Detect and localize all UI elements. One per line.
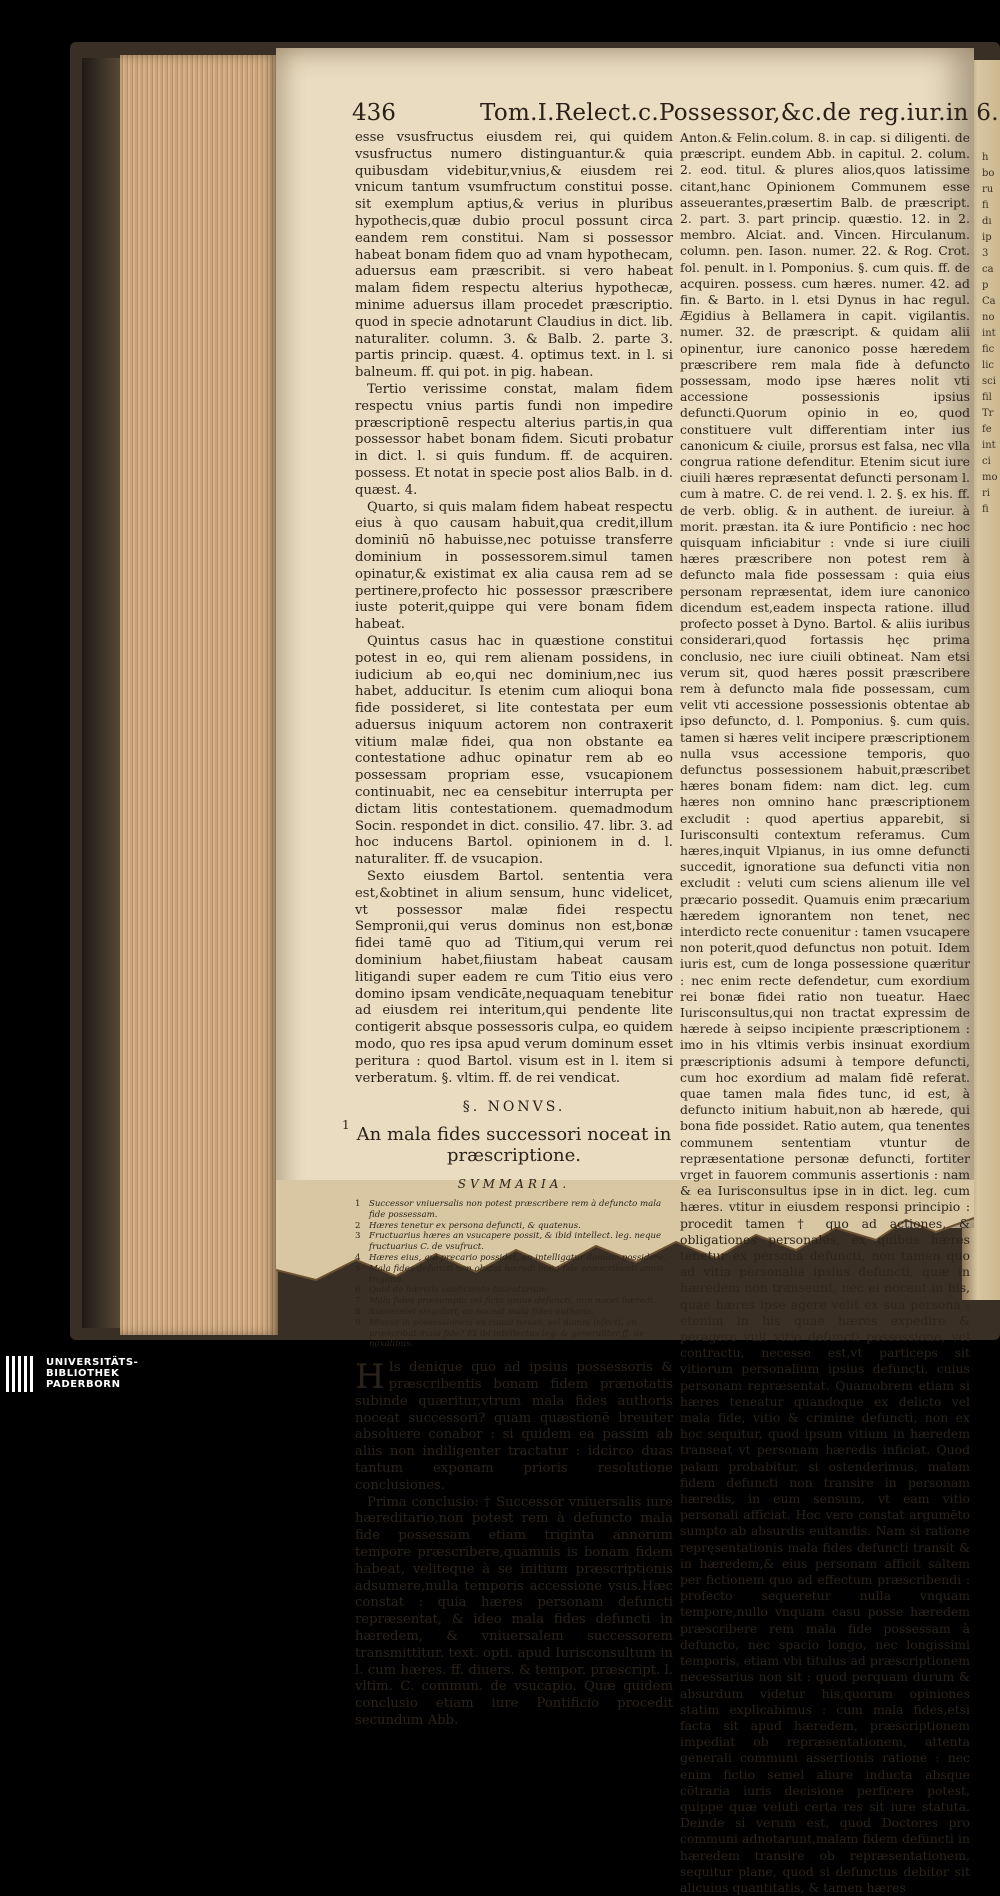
summary-number: 4 [355,1253,361,1263]
paragraph: Sexto eiusdem Bartol. sententia vera est,&obtinet in alium sensum, hunc videlicet, vt possessor malæ fidei respectu Sempronii,qui verus dominus non est,bonæ fidei tamē quo ad Titium,qui verum rei dominium habet,fiiustam habeat causam litigandi super eadem re cum Titio eius vero domino ipsam vendicāte,nequaquam tenebitur ad eiusdem rei interitum,qui pendente lite contigerit absque possessoris culpa, eo quidem modo, quo res ipsa apud verum dominum esset peritura : quod Bartol. visum est in l. item si verberatum. §. vltim. ff. de rei vendicat. [355,869,673,1086]
summary-item [355,1199,673,1221]
library-name [46,1357,138,1390]
paragraph: esse vsusfructus eiusdem rei, qui quidem vsusfructus numero distinguantur.& quia quibusdam videbitur,vnius,& eiusdem rei vnicum tantum vsumfructum constitui posse. sit exemplum aptius,& verius in pluribus hypothecis,quæ dubio procul possunt circa eandem rem constitui. Nam si possessor habeat bonam fidem quo ad vnam hypothecam, aduersus eam præscribit. si vero habeat malam fidem respectu alterius hypothecæ, minime aduersus illam procedet præscriptio. quod in specie adnotarunt Claudius in dict. lib. naturaliter. column. 3. & Balb. 2. parte 3. partis princip. quæst. 4. optimus text. in l. si balneum. ff. qui pot. in pig. habean. [355,130,673,381]
margin-fragment: lic [982,360,994,371]
margin-fragment: bo [982,168,995,179]
margin-fragment: 3 [982,248,989,259]
summary-number: 6 [355,1285,361,1296]
margin-fragment: fi [982,200,989,211]
barcode-logo-icon [6,1356,36,1392]
summary-item [355,1307,673,1318]
library-name-line: BIBLIOTHEK [46,1368,120,1379]
facing-page-margin-notes [982,150,1000,518]
page-number: 436 [352,100,396,126]
paragraph: Prima conclusio: † Successor vniuersalis iure hæreditario,non potest rem à defuncto mala fide possessam etiam triginta annorum tempore præscribere,quamuis is bonam fidem habeat, veliteque à se initium præscriptionis adsumere,nulla temporis accessione vsus.Hæc constat : quia hæres personam defuncti repræsentat, & ideo mala fides defuncti in hæredem, & vniuersalem successorem transmittitur. text. opti. apud Iurisconsultum in l. cum hæres. ff. diuers. & tempor. præscript. l. vltim. C. commun. de vsucapio. Quæ quidem conclusio etiam iure Pontificio procedit secundum Abb. [355,1494,673,1728]
summary-number: 9 [355,1317,361,1328]
summary-number: 3 [355,1231,361,1242]
summary-item [355,1285,673,1296]
summary-text: Mala fides præsumpta vel ficta ipsius defuncti, non nocet hæredi. [369,1296,656,1307]
margin-fragment: fi [982,504,989,515]
summary-number: 1 [355,1199,361,1210]
margin-number: 1 [342,1118,350,1132]
summary-number: 7 [355,1296,361,1307]
summary-item [355,1264,673,1286]
margin-fragment: mo [982,472,998,483]
summary-item [355,1231,673,1253]
summary-text: Missus in possessionem ex causa noxali, vel damni infecti, an præscribat mala fide? Et ibi intellectus leg. & generaliter ff. de noxalibus. [369,1317,645,1350]
summary-number: 2 [355,1220,361,1231]
library-logo [0,1350,260,1399]
margin-fragment: int [982,440,996,451]
paragraph: Tertio verissime constat, malam fidem respectu vnius partis fundi non impedire præscriptionē respectu alterius partis,in qua possessor habet bonam fidem. Sicuti probatur in dict. l. si quis fundum. ff. de acquiren. possess. Et notat in specie post alios Balb. in d. quæst. 4. [355,381,673,498]
margin-fragment: fil [982,392,992,403]
summary-text: Hæres tenetur ex persona defuncti, & quatenus. [369,1220,581,1231]
margin-fragment: dı [982,216,992,227]
margin-fragment: no [982,312,995,323]
paragraph: Quarto, si quis malam fidem habeat respectu eius à quo causam habuit,qua credit,illum dominiū nō habuisse,nec potuisse transferre dominium in possessorem.simul tamen opinatur,& existimat ex alia causa rem ad se pertinere,profecto hic possessor præscribere iuste poterit,quippe qui vere bonam fidem habeat. [355,499,673,633]
summaria-label: SVMMARIA. [457,1177,571,1192]
margin-fragment: Ca [982,296,996,307]
running-header [352,100,999,130]
library-name-line: UNIVERSITÄTS- [46,1357,139,1368]
summaria-list [355,1199,673,1350]
summary-number: 8 [355,1306,361,1317]
paragraph-text: Is denique quo ad ipsius possessoris & præscribentis bonam fidem prænotatis subinde quæritur,vtrum mala fides authoris noceat successori? quam quæstionē breuiter absoluere conabor : si quidem ea passim ab aliis non indiligenter tractatur : idcirco duas tantum exponam prioris resolutione conclusiones. [355,1360,673,1493]
margin-fragment: ip [982,232,992,243]
section-heading: An mala fides successori noceat in præscriptione. [356,1124,672,1167]
summary-item [355,1253,673,1264]
margin-fragment: ri [982,488,990,499]
summary-text: Successori singulari, an noceat mala fides authoris. [369,1306,595,1317]
margin-fragment: fic [982,344,995,355]
margin-fragment: h [982,152,989,163]
left-column [355,130,673,1730]
margin-fragment: p [982,280,989,291]
drop-capital: H [355,1357,385,1398]
margin-fragment: ci [982,456,991,467]
margin-fragment: ca [982,264,994,275]
summary-number: 5 [355,1263,361,1274]
summary-text: Quid de hærede conficiente Inuentarium. [369,1285,550,1296]
summary-item [355,1296,673,1307]
summary-item [355,1318,673,1350]
paragraph: Anton.& Felin.colum. 8. in cap. si diligenti. de præscript. eundem Abb. in capitul. 2. colum. 2. eod. titul. & plures alios,quos latissime citant,hanc Opinionem Communem esse asseuerantes,præsertim Balb. de præscript. 2. part. 3. part princip. quæstio. 12. in 2. membro. Alciat. and. Vincen. Hirculanum. column. pen. Iason. numer. 22. & Rog. Crot. fol. penult. in l. Pomponius. §. cum quis. ff. de acquiren. possess. cum hæres. numer. 42. ad fin. & Barto. in l. etsi Dynus in hac regul. Ægidius à Bellamera in capit. vigilantis. numer. 32. de præscript. & quidam alii opinentur, iure canonico posse hæredem præscribere rem mala fide à defuncto possessam, modo ipse hæres nolit vti accessione possessionis ipsius defuncti.Quorum opinio in eo, quod constituere vult differentiam inter ius canonicum & ciuile, prorsus est falsa, nec vlla congrua ratione defenditur. Etenim sicut iure ciuili hæres repræsentat defuncti personam l. cum à matre. C. de rei vend. l. 2. §. ex his. ff. de verb. oblig. & in authent. de iureiur. à morit. præstan. ita & iure Pontificio : nec hoc quisquam inficiabitur : vnde si iure ciuili hæres præscribere non potest rem à defuncto mala fide possessam : quia eius personam repræsentat, idem iure canonico dicendum est,eadem inspecta ratione. illud profecto posset à Dyno. Bartol. & aliis iuribus considerari,quod fortassis hęc prima conclusio, nec iure ciuili obtineat. Nam etsi verum sit, quod hæres possit præscribere rem à defuncto mala fide possessam, cum velit vti accessione possessionis obtentae ab ipso defuncto, d. l. Pomponius. §. cum quis. tamen si hæres velit incipere præscriptionem nulla vsus accessione temporis, quo defunctus possessionem habuit,præscribet hæres bonam fidem: nam dict. leg. cum hæres non omnino hanc præscriptionem excludit : quod apertius apparebit, si Iurisconsulti contextum referamus. Cum hæres,inquit Vlpianus, in ius omne defuncti succedit, ignoratione sua defuncti vitia non excludit : veluti cum sciens alienum ille vel præcario possedit. Quamuis enim præcarium hæredem ignorantem non tenet, nec interdicto recte conuenitur : tamen vsucapere non poterit,quod defunctus non potuit. Idem iuris est, cum de longa possessione quæritur : nec enim recte defendetur, cum exordium rei bonæ fidei ratio non tueatur. Haec Iurisconsultus,qui non tractat expressim de hærede à seipso incipiente præscriptionem : imo in his vltimis verbis insinuat exordium præscriptionis adsumi à tempore defuncti, cum hoc exordium ad malam fidē referat. quae tamen mala fides tunc, id est, à defuncto initium habuit,non ab hærede, qui bona fide possidet. Ratio autem, qua tenentes communem sententiam vtuntur de repræsentatione personæ defuncti, fortiter vrget in fauorem communis assertionis : nam & ea Iurisconsultus ipse in in dict. leg. cum hæres. vtitur in eiusdem responsi principio : procedit tamen † quo ad actiones, & obligationes personales, ex quibus hæres tenetur ex persona defuncti, non tamen quo ad vitia personalia ipsius defuncti, quæ in hæredem non transeunt, nec ei nocent in his, quae hæres ipse agere velit ex sua persona : etenim in his quae hæres expedire & peragere vult vitio defuncti possessione, vel contractu, necesse est,vt particeps sit vitiorum personalium ipsius defuncti, cuius personam repræsentat. Quamobrem etiam si hæres teneatur quandoque ex delicto vel mala fide, vitio & crimine defuncti, non ex hoc sequitur, quod ipsum vitium in hæredem transeat vt personam hæredis inficiat. Quod palam probabitur, si ostenderimus, malam fidem defuncti non transire in personam hæredis, in eum sensum, vt eam vitio personali afficiat. Hoc vero constat argumēto sumpto ab absurdis euitandis. Nam si ratione repręsentationis mala fides defuncti transit & in hæredem,& eius personam afficit saltem per fictionem quo ad effectum præscribendi : profecto sequeretur nulla vnquam tempore,nullo vnquam casu posse hæredem præscribere rem mala fide possessam à defuncto, nec spacio longo, nec longissimi temporis, etiam vbi titulus ad præscriptionem necessarius non sit : quod perquam durum & absurdum videtur his,quorum opiniones statim explicabimus : cum mala fides,etsi facta sit apud hæredem, præscriptionem impediat ob repræsentationem, attenta generali communi assertionis ratione : nec enim fictio semel aliure inducta absque cōtraria iuris decisione perficere potest, quippe quæ veluti certa res sit iure statuta. Deinde si verum est, quod Doctores pro communi adnotarunt,malam fidem defuncti in hæredem transire ob repræsentationem, sequitur plane, quod si defunctus debitor sit alicuius quantitatis, & tamen hæres [680,130,970,1895]
margin-fragment: ru [982,184,994,195]
paragraph: Quintus casus hac in quæstione constitui potest in eo, qui rem alienam possidens, in iudicium ab eo,qui nec dominium,nec ius habet, adducitur. Is etenim cum alioqui bona fide possideret, si lite contestata per eum aduersus iniquum actorem non contraxerit vitium malæ fidei, qua non obstante ea contestatione adhuc opinatur rem ab eo possessam propriam esse, vsucapionem continuabit, nec ea censebitur interrupta per dictam litis contestationem. quemadmodum Socin. respondet in dict. consilio. 47. libr. 3. ad hoc inducens Bartol. opinionem in d. l. naturaliter. ff. de vsucapion. [355,633,673,868]
book-spine [82,58,122,1328]
page-stack-edge [120,55,278,1335]
summary-text: Mala fides defuncti non obstat hæredi bona fide præscribenti annis triginta. [369,1263,664,1285]
running-title: Tom.I.Relect.c.Possessor,&c.de reg.iur.in 6. [480,100,999,126]
summary-text: Fructuarius hæres an vsucapere possit, & ibid intellect. leg. neque fructuarius C. de vsufruct. [369,1231,662,1253]
summary-text: Hæres eius, qui precario possidet, an intelligatur domino possidere. [369,1253,667,1263]
margin-fragment: Tr [982,408,994,419]
summary-text: Successor vniuersalis non potest præscribere rem à defuncto mala fide possessam. [369,1199,662,1220]
summary-item [355,1221,673,1232]
section-title: §. NONVS. [462,1099,566,1116]
right-column [680,130,970,1896]
paragraph [355,1357,673,1494]
margin-fragment: fe [982,424,992,435]
margin-fragment: int [982,328,996,339]
library-name-line: PADERBORN [46,1379,121,1390]
margin-fragment: sci [982,376,996,387]
